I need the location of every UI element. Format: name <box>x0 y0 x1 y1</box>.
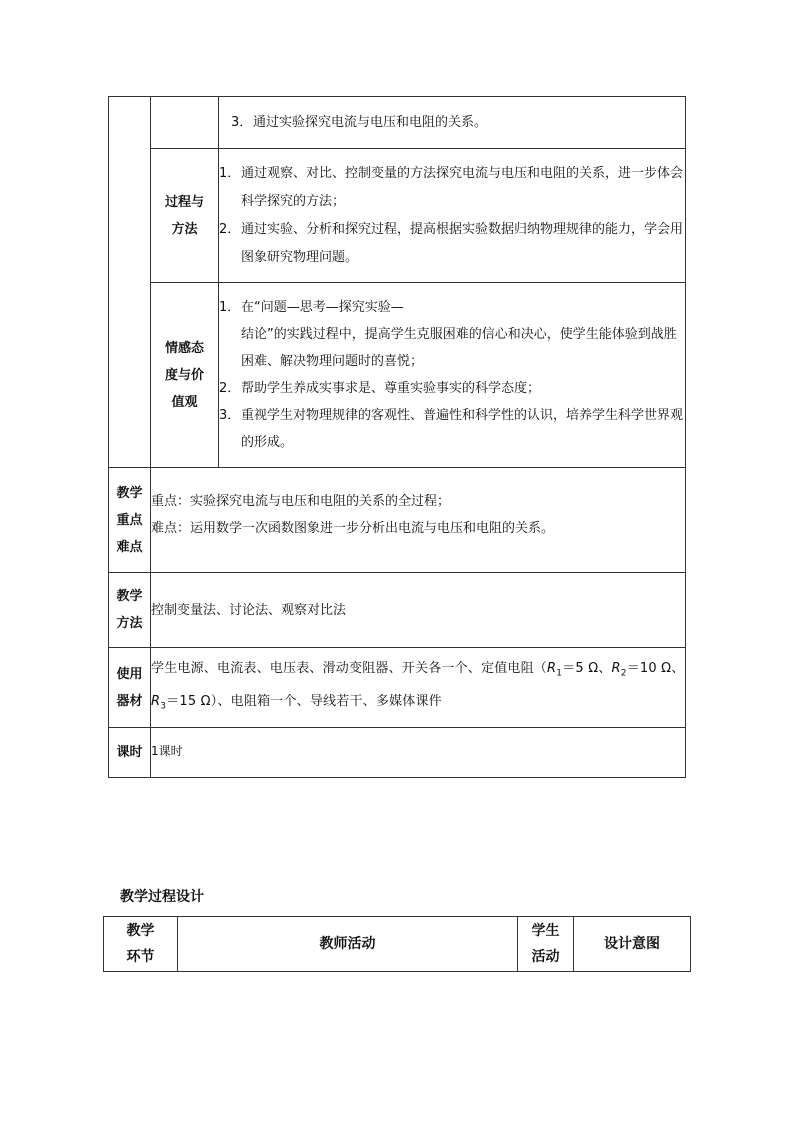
equipment-content: 学生电源、电流表、电压表、滑动变阻器、开关各一个、定值电阻（$R_1=5$ Ω、$R_2=10$ Ω、$R_3=15$ Ω）、电阻箱一个、导线若干、多媒体课件 <box>151 648 686 728</box>
list-item: 2． 通过实验、分析和探究过程，提高根据实验数据归纳物理规律的能力，学会用图象研究物理问题。 <box>219 221 684 265</box>
list-item: 3． 重视学生对物理规律的客观性、普遍性和科学性的认识，培养学生科学世界观的形成。 <box>219 408 684 450</box>
process-design-table <box>103 916 691 972</box>
teaching-goals-table <box>108 96 686 778</box>
method-label: 教学 方法 <box>109 573 151 648</box>
header-teacher-activity: 教师活动 <box>178 917 518 972</box>
period-label: 课时 <box>109 728 151 778</box>
emotion-attitude-label: 情感态 度与价 值观 <box>151 283 219 468</box>
method-content: 控制变量法、讨论法、观察对比法 <box>151 573 686 648</box>
goal-category-cell <box>109 97 151 468</box>
process-method-items <box>219 149 686 283</box>
list-item: 2． 帮助学生养成实事求是、尊重实验事实的科学态度； <box>219 381 541 396</box>
list-item: 1． 在“问题—思考—探究实验— 结论”的实践过程中，提高学生克服困难的信心和决心，使学生能体验到战胜困难、解决物理问题时的喜悦； <box>219 300 677 369</box>
process-method-label: 过程与 方法 <box>151 149 219 283</box>
period-content: 1课时 <box>151 728 686 778</box>
header-design-intent: 设计意图 <box>574 917 691 972</box>
equipment-label: 使用 器材 <box>109 648 151 728</box>
header-student-activity: 学生 活动 <box>518 917 574 972</box>
header-teaching-stage: 教学 环节 <box>104 917 178 972</box>
emotion-attitude-items <box>219 283 686 468</box>
list-item: 1． 通过观察、对比、控制变量的方法探究电流与电压和电阻的关系，进一步体会科学探究的方法； <box>219 165 684 209</box>
knowledge-label-cell <box>151 97 219 149</box>
knowledge-item-3: 3． 通过实验探究电流与电压和电阻的关系。 <box>219 97 686 149</box>
section-title: 教学过程设计 <box>120 889 204 905</box>
focus-content: 重点：实验探究电流与电压和电阻的关系的全过程； 难点：运用数学一次函数图象进一步分析出电流与电压和电阻的关系。 <box>151 468 686 573</box>
focus-label: 教学 重点 难点 <box>109 468 151 573</box>
